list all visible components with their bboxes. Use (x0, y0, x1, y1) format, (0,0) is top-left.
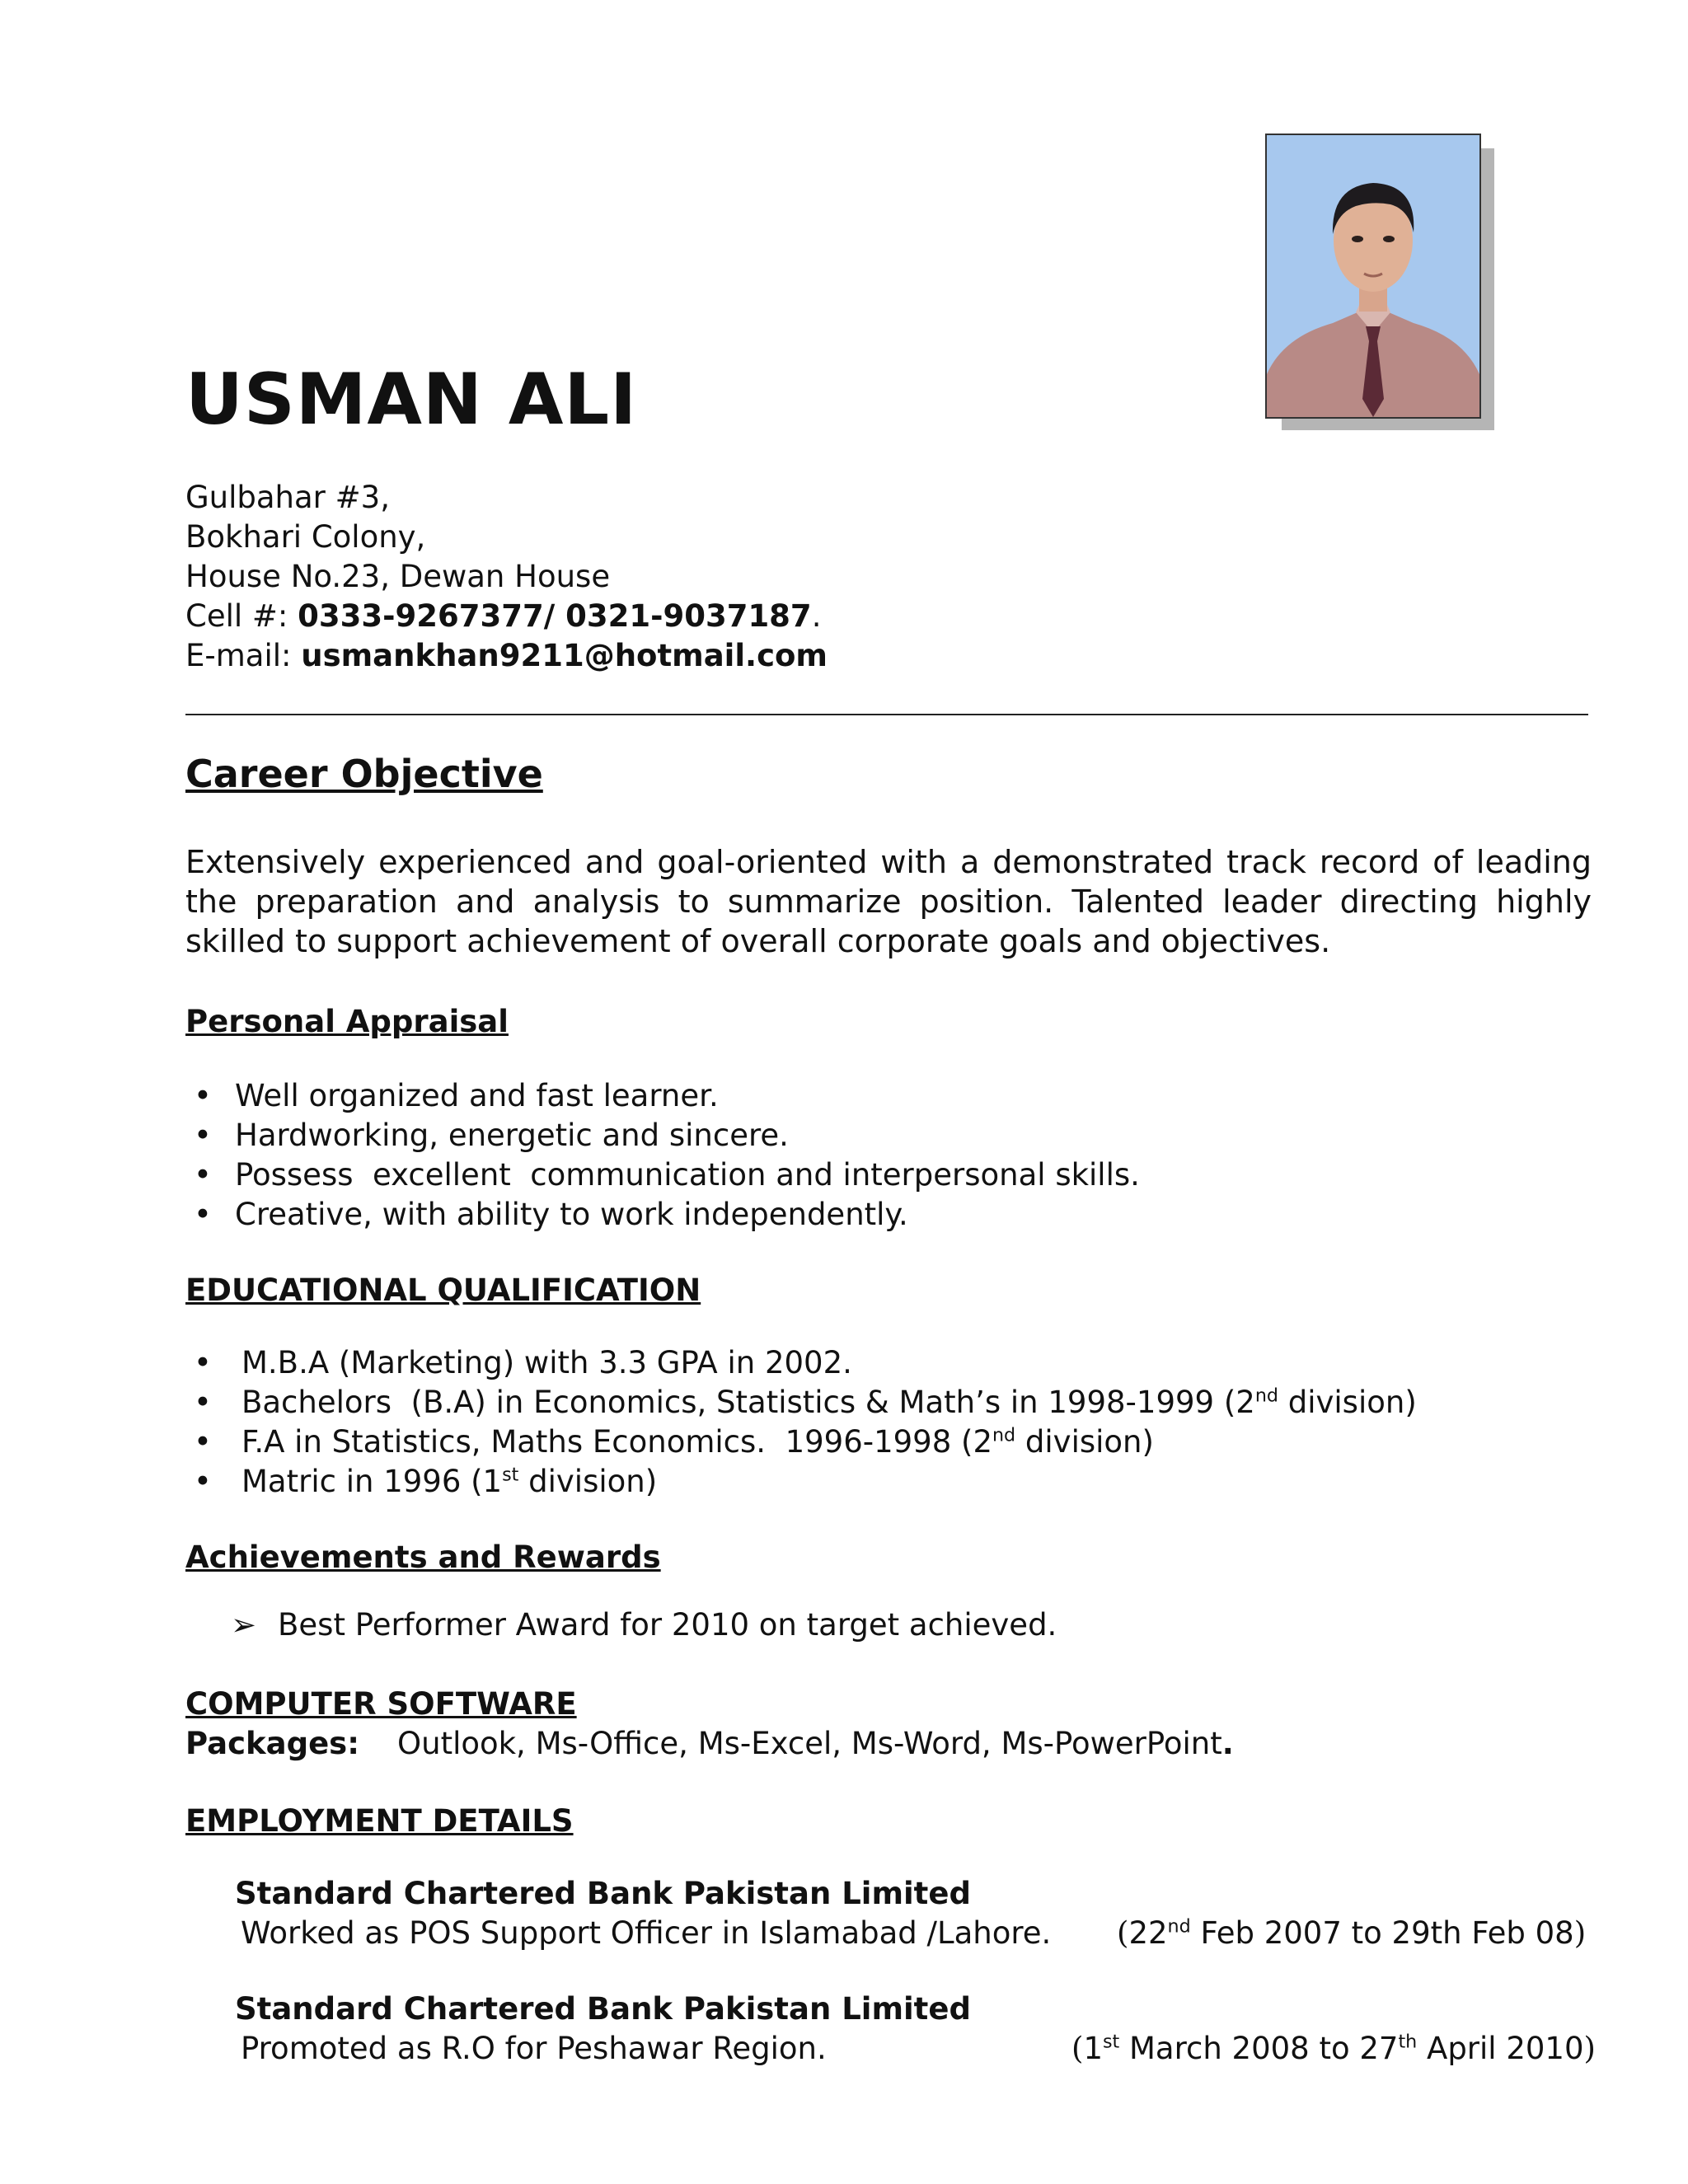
bullet-icon: • (194, 1078, 212, 1113)
education-list (185, 1343, 1417, 1502)
bullet-icon: • (194, 1157, 212, 1193)
personal-appraisal-list (185, 1076, 1140, 1235)
email-label: E-mail: (185, 638, 302, 673)
list-item: • Matric in 1996 (1st division) (185, 1462, 1417, 1502)
job-1-role: Worked as POS Support Officer in Islamabad /Lahore. (241, 1915, 1052, 1951)
software-packages-line (185, 1724, 1234, 1764)
packages-value: Outlook, Ms-Office, Ms-Excel, Ms-Word, Ms-PowerPoint (397, 1726, 1222, 1761)
career-objective-text: Extensively experienced and goal-oriented with a demonstrated track record of leading the preparation and analysis to summarize position. Talented leader directing highly skilled to support achievement of overall corporate goals and objectives. (185, 844, 1592, 959)
cell-number-1: 0333-9267377 (298, 598, 544, 634)
bullet-icon: • (194, 1464, 212, 1499)
profile-photo-image (1267, 135, 1479, 417)
email-address: usmankhan9211@hotmail.com (301, 638, 828, 673)
cell-number-2: 0321-9037187 (565, 598, 812, 634)
bullet-icon: • (194, 1345, 212, 1380)
header-divider (185, 714, 1588, 715)
address-line-3: House No.23, Dewan House (185, 559, 611, 594)
career-objective-heading: Career Objective (185, 752, 543, 796)
achievement-text: Best Performer Award for 2010 on target achieved. (278, 1607, 1057, 1643)
bullet-icon: • (194, 1385, 212, 1420)
job-1-dates: (22nd Feb 2007 to 29th Feb 08) (1117, 1915, 1587, 1951)
job-1-company: Standard Chartered Bank Pakistan Limited (235, 1876, 971, 1911)
computer-software-heading: COMPUTER SOFTWARE (185, 1686, 577, 1722)
bullet-icon: • (194, 1424, 212, 1460)
employment-details-heading: EMPLOYMENT DETAILS (185, 1803, 574, 1839)
list-item: • F.A in Statistics, Maths Economics. 1996-1998 (2nd division) (185, 1422, 1417, 1462)
packages-end: . (1221, 1726, 1234, 1761)
educational-qualification-heading: EDUCATIONAL QUALIFICATION (185, 1272, 701, 1308)
cell-separator: / (543, 598, 566, 634)
email-line (185, 636, 828, 676)
list-item: • Creative, with ability to work independently. (185, 1195, 1140, 1235)
list-item: • Hardworking, energetic and sincere. (185, 1116, 1140, 1155)
job-2-role: Promoted as R.O for Peshawar Region. (241, 2031, 827, 2066)
list-item: • Possess excellent communication and interpersonal skills. (185, 1155, 1140, 1195)
address-line-1: Gulbahar #3, (185, 480, 390, 515)
cell-label: Cell #: (185, 598, 298, 634)
arrow-bullet-icon: ➢ (231, 1607, 257, 1643)
achievement-item (231, 1605, 1057, 1645)
bullet-icon: • (194, 1197, 212, 1232)
cell-end: . (811, 598, 822, 634)
personal-appraisal-heading: Personal Appraisal (185, 1004, 509, 1039)
bullet-icon: • (194, 1118, 212, 1153)
achievements-heading: Achievements and Rewards (185, 1540, 661, 1575)
packages-label: Packages: (185, 1726, 359, 1761)
list-item: • Bachelors (B.A) in Economics, Statistics & Math’s in 1998-1999 (2nd division) (185, 1383, 1417, 1422)
address-line-2: Bokhari Colony, (185, 519, 426, 555)
list-item: • M.B.A (Marketing) with 3.3 GPA in 2002. (185, 1343, 1417, 1383)
list-item: • Well organized and fast learner. (185, 1076, 1140, 1116)
candidate-name: USMAN ALI (185, 359, 638, 441)
job-2-dates: (1st March 2008 to 27th April 2010) (1071, 2031, 1596, 2066)
profile-photo (1265, 134, 1481, 419)
job-2-company: Standard Chartered Bank Pakistan Limited (235, 1991, 971, 2027)
cell-line (185, 597, 821, 636)
